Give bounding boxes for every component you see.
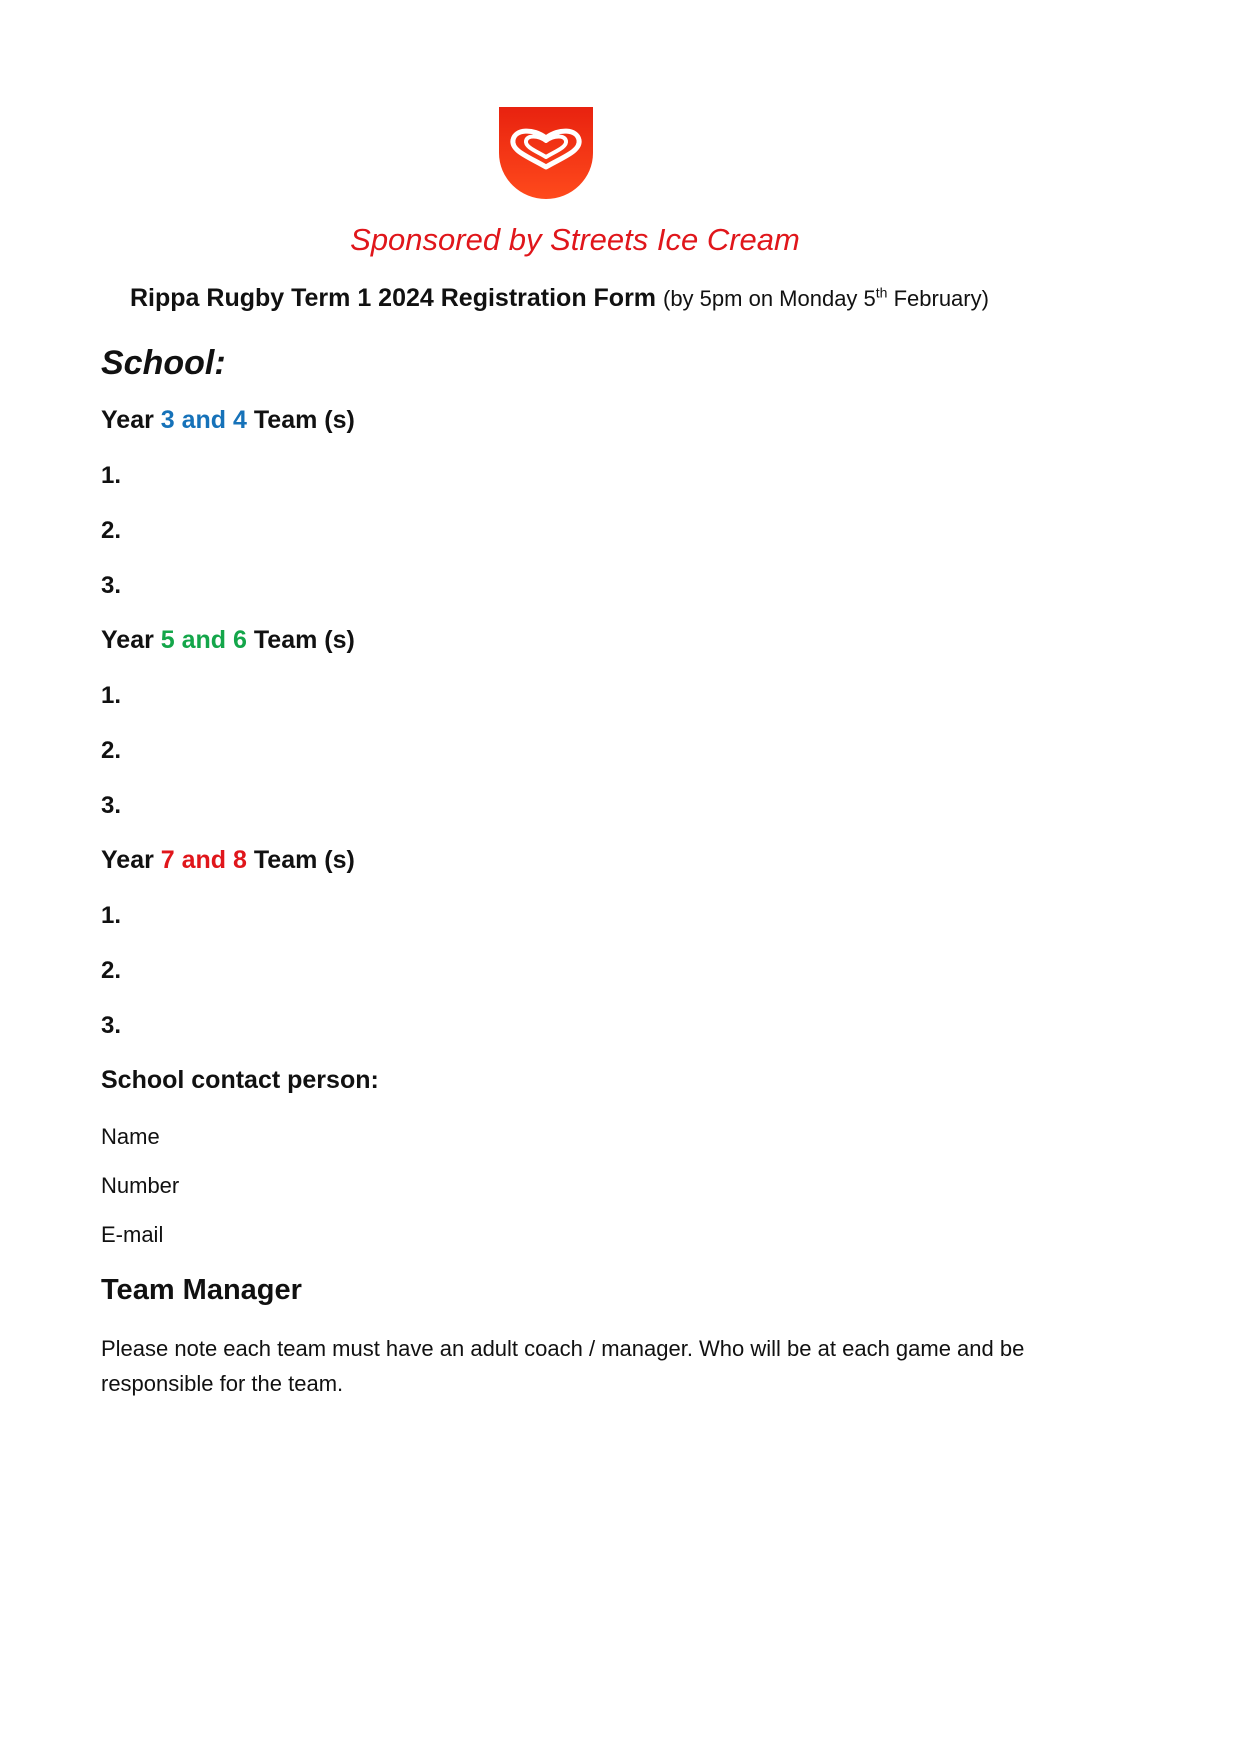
list-item: 1. — [101, 902, 122, 929]
group-suffix: Team (s) — [246, 626, 355, 654]
list-item: 1. — [101, 682, 122, 709]
contact-name-label: Name — [101, 1124, 160, 1149]
group-suffix: Team (s) — [246, 846, 355, 874]
group-prefix: Year — [101, 626, 161, 654]
list-item: 3. — [101, 572, 122, 599]
form-title-main: Rippa Rugby Term 1 2024 Registration Form — [130, 284, 657, 312]
list-item: 1. — [101, 462, 122, 489]
list-item: 3. — [101, 792, 122, 819]
school-label: School: — [101, 344, 226, 382]
list-item: 2. — [101, 737, 122, 764]
deadline-suffix: February) — [887, 286, 989, 311]
deadline-prefix: (by 5pm on Monday 5 — [663, 286, 876, 311]
team-manager-heading: Team Manager — [101, 1274, 302, 1306]
contact-number-label: Number — [101, 1173, 180, 1198]
deadline — [663, 286, 989, 311]
group-heading-year-3-4 — [101, 406, 355, 435]
deadline-sup: th — [875, 284, 888, 301]
team-manager-note: Please note each team must have an adult coach / manager. Who will be at each game and be responsible for the team. — [101, 1336, 1025, 1396]
group-years: 7 and 8 — [160, 846, 247, 874]
contact-heading: School contact person: — [101, 1066, 379, 1094]
group-prefix: Year — [101, 406, 161, 434]
group-years: 5 and 6 — [160, 626, 247, 654]
list-item: 3. — [101, 1012, 122, 1039]
group-years: 3 and 4 — [160, 406, 247, 434]
heart-logo-icon — [499, 107, 593, 199]
group-prefix: Year — [101, 846, 161, 874]
list-item: 2. — [101, 517, 122, 544]
group-heading-year-5-6 — [101, 626, 355, 655]
sponsor-line: Sponsored by Streets Ice Cream — [350, 222, 800, 257]
contact-email-label: E-mail — [101, 1222, 164, 1247]
list-item: 2. — [101, 957, 122, 984]
group-suffix: Team (s) — [246, 406, 355, 434]
form-title — [130, 284, 989, 313]
group-heading-year-7-8 — [101, 846, 355, 875]
